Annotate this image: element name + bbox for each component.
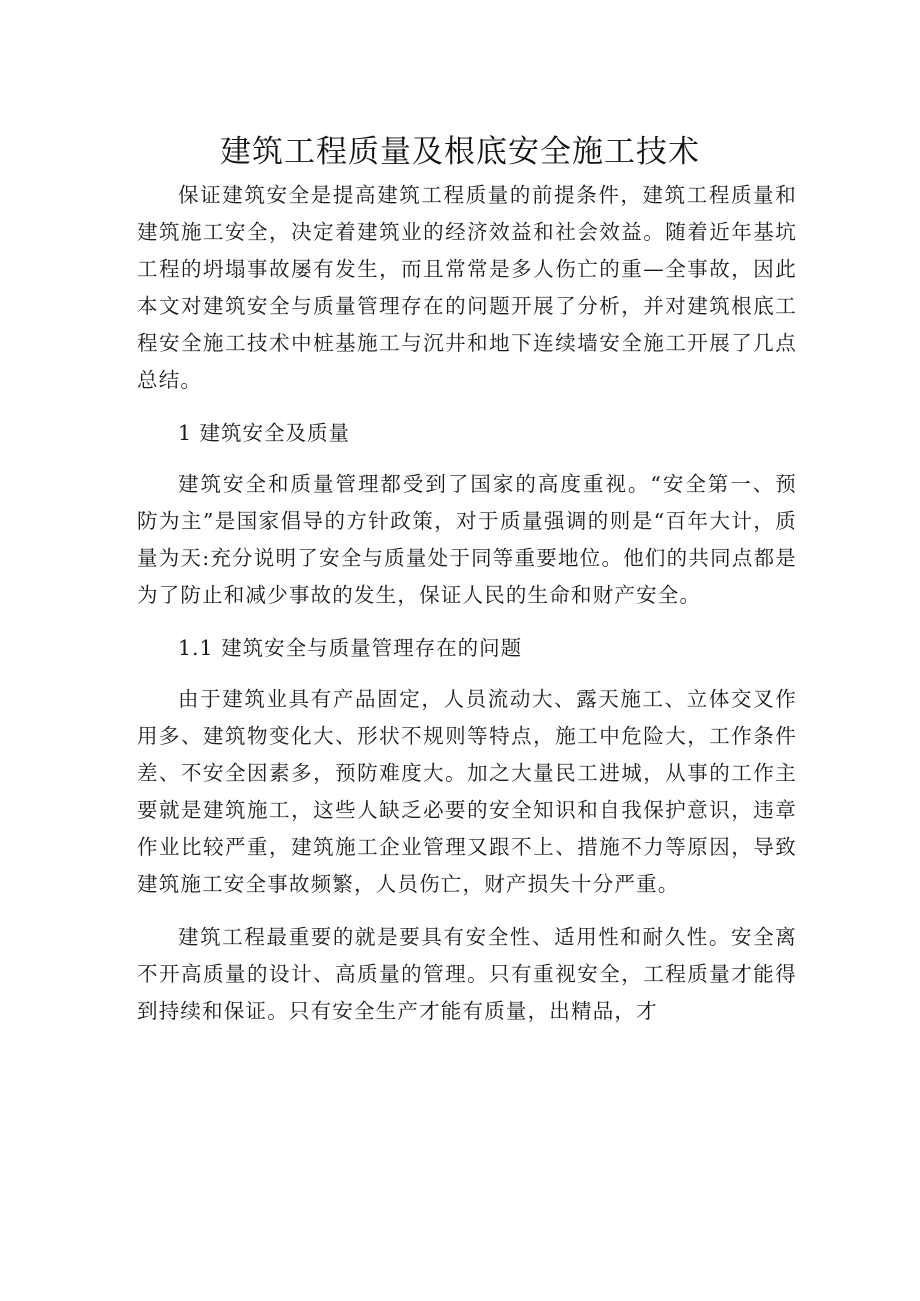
section-1-paragraph: 建筑安全和质量管理都受到了国家的高度重视。“安全第一、预防为主”是国家倡导的方针政策，对于质量强调的则是“百年大计，质量为天:充分说明了安全与质量处于同等重要地位。他们的共同点都是为了防止和减少事故的发生，保证人民的生命和财产安全。 bbox=[137, 472, 797, 607]
section-1-1-paragraph-1: 由于建筑业具有产品固定，人员流动大、露天施工、立体交叉作用多、建筑物变化大、形状不规则等特点，施工中危险大，工作条件差、不安全因素多，预防难度大。加之大量民工进城，从事的工作主要就是建筑施工，这些人缺乏必要的安全知识和自我保护意识，违章作业比较严重，建筑施工企业管理又跟不上、措施不力等原因，导致建筑施工安全事故频繁，人员伤亡，财产损失十分严重。 bbox=[137, 687, 797, 896]
section-heading-1-1: 1.1 建筑安全与质量管理存在的问题 bbox=[178, 636, 523, 660]
section-1-1-paragraph-2: 建筑工程最重要的就是要具有安全性、适用性和耐久性。安全离不开高质量的设计、高质量的管理。只有重视安全，工程质量才能得到持续和保证。只有安全生产才能有质量，出精品，才 bbox=[137, 925, 797, 1023]
section-heading-1: 1 建筑安全及质量 bbox=[178, 421, 351, 445]
document-title: 建筑工程质量及根底安全施工技术 bbox=[220, 134, 700, 170]
intro-paragraph: 保证建筑安全是提高建筑工程质量的前提条件，建筑工程质量和建筑施工安全，决定着建筑业的经济效益和社会效益。随着近年基坑工程的坍塌事故屡有发生，而且常常是多人伤亡的重—全事故，因此本文对建筑安全与质量管理存在的问题开展了分析，并对建筑根底工程安全施工技术中桩基施工与沉井和地下连续墙安全施工开展了几点总结。 bbox=[137, 183, 797, 392]
document-body bbox=[137, 177, 797, 1046]
